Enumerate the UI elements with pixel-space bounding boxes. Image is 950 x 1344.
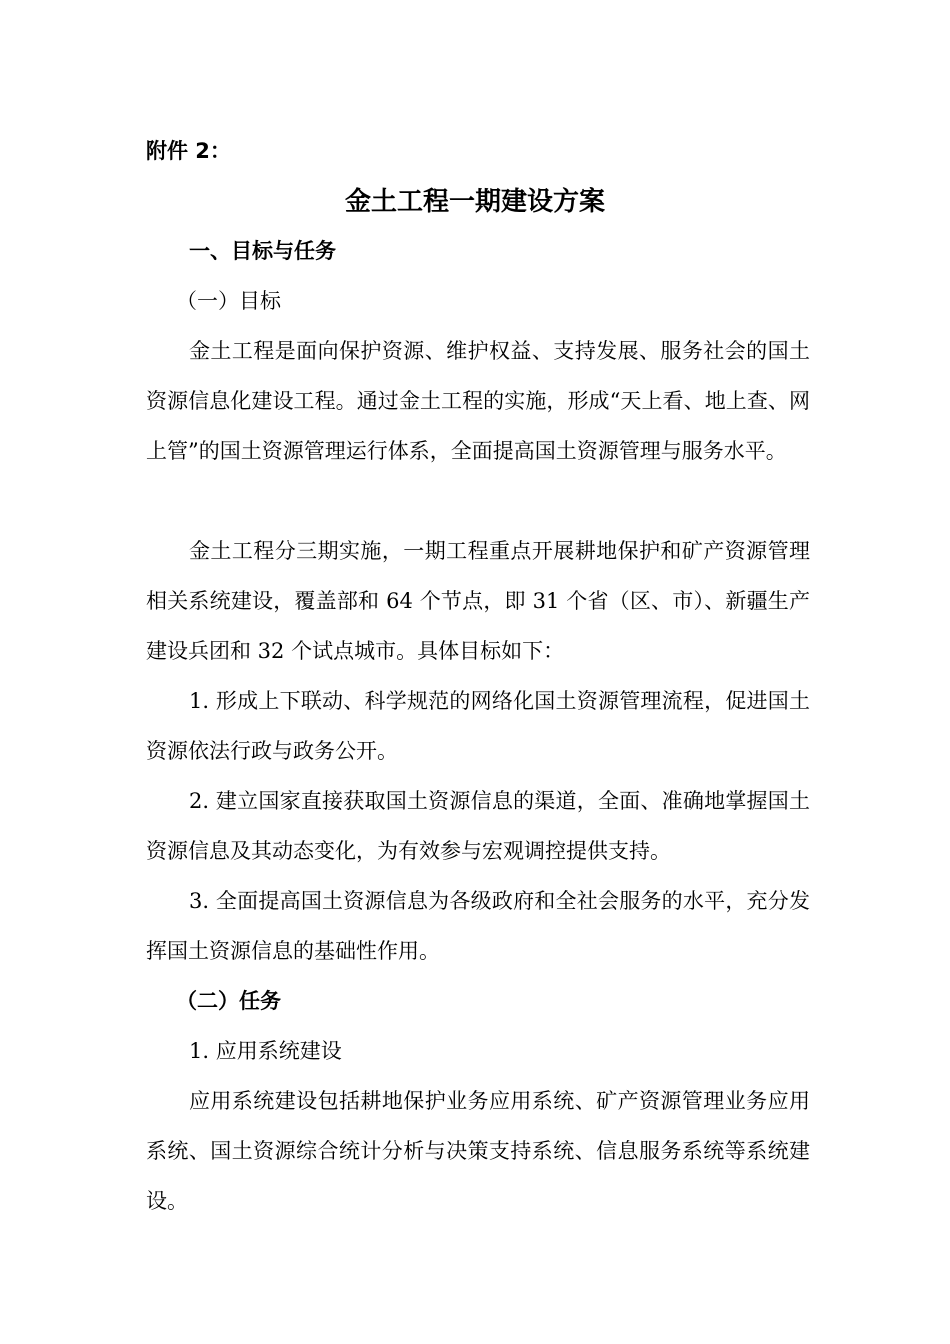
goal-item-2: 2. 建立国家直接获取国土资源信息的渠道，全面、准确地掌握国土资源信息及其动态变化，为有效参与宏观调控提供支持。 xyxy=(146,789,810,863)
subsection-heading-goal: （一）目标 xyxy=(176,289,281,313)
goal-item-3: 3. 全面提高国土资源信息为各级政府和全社会服务的水平，充分发挥国土资源信息的基础性作用。 xyxy=(146,889,810,963)
task-item-1-body: 应用系统建设包括耕地保护业务应用系统、矿产资源管理业务应用系统、国土资源综合统计分析与决策支持系统、信息服务系统等系统建设。 xyxy=(146,1089,810,1213)
paragraph-phases: 金土工程分三期实施，一期工程重点开展耕地保护和矿产资源管理相关系统建设，覆盖部和 64 个节点，即 31 个省（区、市）、新疆生产建设兵团和 32 个试点城市。具体目标如下： xyxy=(146,539,810,663)
attachment-label: 附件 2： xyxy=(146,139,231,163)
goal-item-1: 1. 形成上下联动、科学规范的网络化国土资源管理流程，促进国土资源依法行政与政务公开。 xyxy=(146,689,810,763)
section-heading-goals-tasks: 一、目标与任务 xyxy=(189,239,336,263)
task-item-1-title: 1. 应用系统建设 xyxy=(189,1039,342,1063)
document-title: 金土工程一期建设方案 xyxy=(344,187,605,217)
paragraph-intro: 金土工程是面向保护资源、维护权益、支持发展、服务社会的国土资源信息化建设工程。通过金土工程的实施，形成“天上看、地上查、网上管”的国土资源管理运行体系，全面提高国土资源管理与服务水平。 xyxy=(146,339,810,463)
subsection-heading-tasks: （二）任务 xyxy=(176,989,281,1013)
